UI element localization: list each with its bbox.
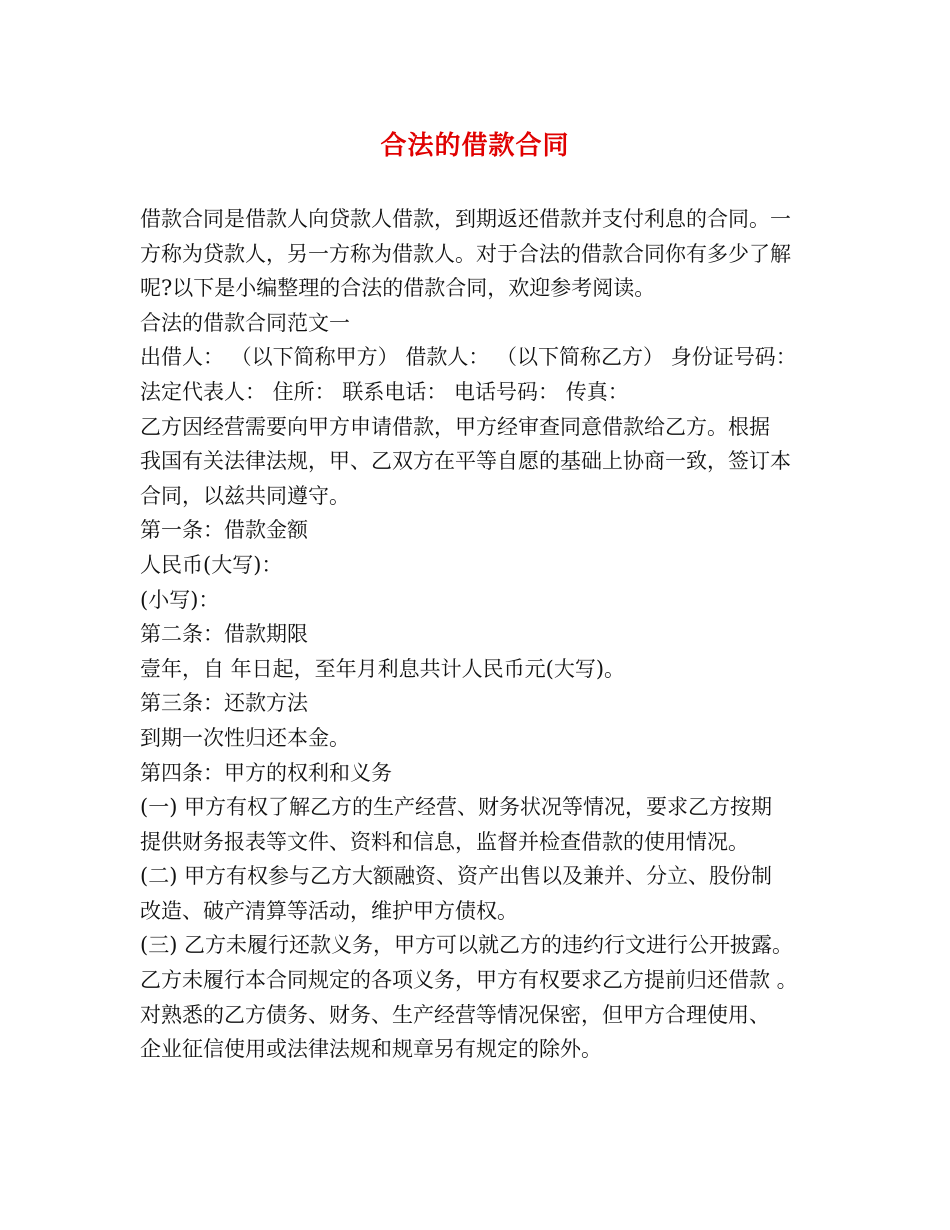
article-heading: 第三条：还款方法 [140, 691, 308, 716]
text-line: 我国有关法律法规，甲、乙双方在平等自愿的基础上协商一致，签订本 [140, 449, 791, 474]
text-line: 壹年，自 年日起，至年月利息共计人民币元(大写)。 [140, 656, 626, 681]
text-line: 到期一次性归还本金。 [140, 725, 350, 750]
text-line: 合同，以兹共同遵守。 [140, 483, 350, 508]
text-line: (二) 甲方有权参与乙方大额融资、资产出售以及兼并、分立、股份制 [140, 864, 773, 889]
text-line: 乙方因经营需要向甲方申请借款，甲方经审查同意借款给乙方。根据 [140, 414, 770, 439]
document-title: 合法的借款合同 [380, 131, 570, 161]
section-heading: 合法的借款合同范文一 [140, 310, 350, 335]
article-heading: 第二条：借款期限 [140, 622, 308, 647]
text-line: 对熟悉的乙方债务、财务、生产经营等情况保密，但甲方合理使用、 [140, 1002, 770, 1027]
text-line: 法定代表人： 住所： 联系电话： 电话号码： 传真： [140, 379, 629, 404]
text-line: 借款合同是借款人向贷款人借款，到期返还借款并支付利息的合同。一 [140, 207, 791, 231]
text-line: 人民币(大写)： [140, 552, 283, 577]
text-line: 乙方未履行本合同规定的各项义务，甲方有权要求乙方提前归还借款 。 [140, 968, 798, 993]
article-heading: 第四条：甲方的权利和义务 [140, 760, 392, 785]
text-line: (一) 甲方有权了解乙方的生产经营、财务状况等情况，要求乙方按期 [140, 795, 773, 820]
article-heading: 第一条：借款金额 [140, 518, 308, 543]
text-line: (小写)： [140, 587, 220, 612]
text-line: 提供财务报表等文件、资料和信息，监督并检查借款的使用情况。 [140, 829, 749, 854]
text-line: 企业征信使用或法律法规和规章另有规定的除外。 [140, 1037, 602, 1062]
text-line: 出借人： （以下简称甲方） 借款人： （以下简称乙方） 身份证号码： [140, 345, 797, 370]
document-body [140, 202, 830, 1067]
text-line: 呢?以下是小编整理的合法的借款合同，欢迎参考阅读。 [140, 276, 656, 301]
text-line: 改造、破产清算等活动，维护甲方债权。 [140, 898, 518, 923]
text-line: 方称为贷款人，另一方称为借款人。对于合法的借款合同你有多少了解 [140, 241, 791, 266]
text-line: (三) 乙方未履行还款义务，甲方可以就乙方的违约行文进行公开披露。 [140, 933, 794, 958]
